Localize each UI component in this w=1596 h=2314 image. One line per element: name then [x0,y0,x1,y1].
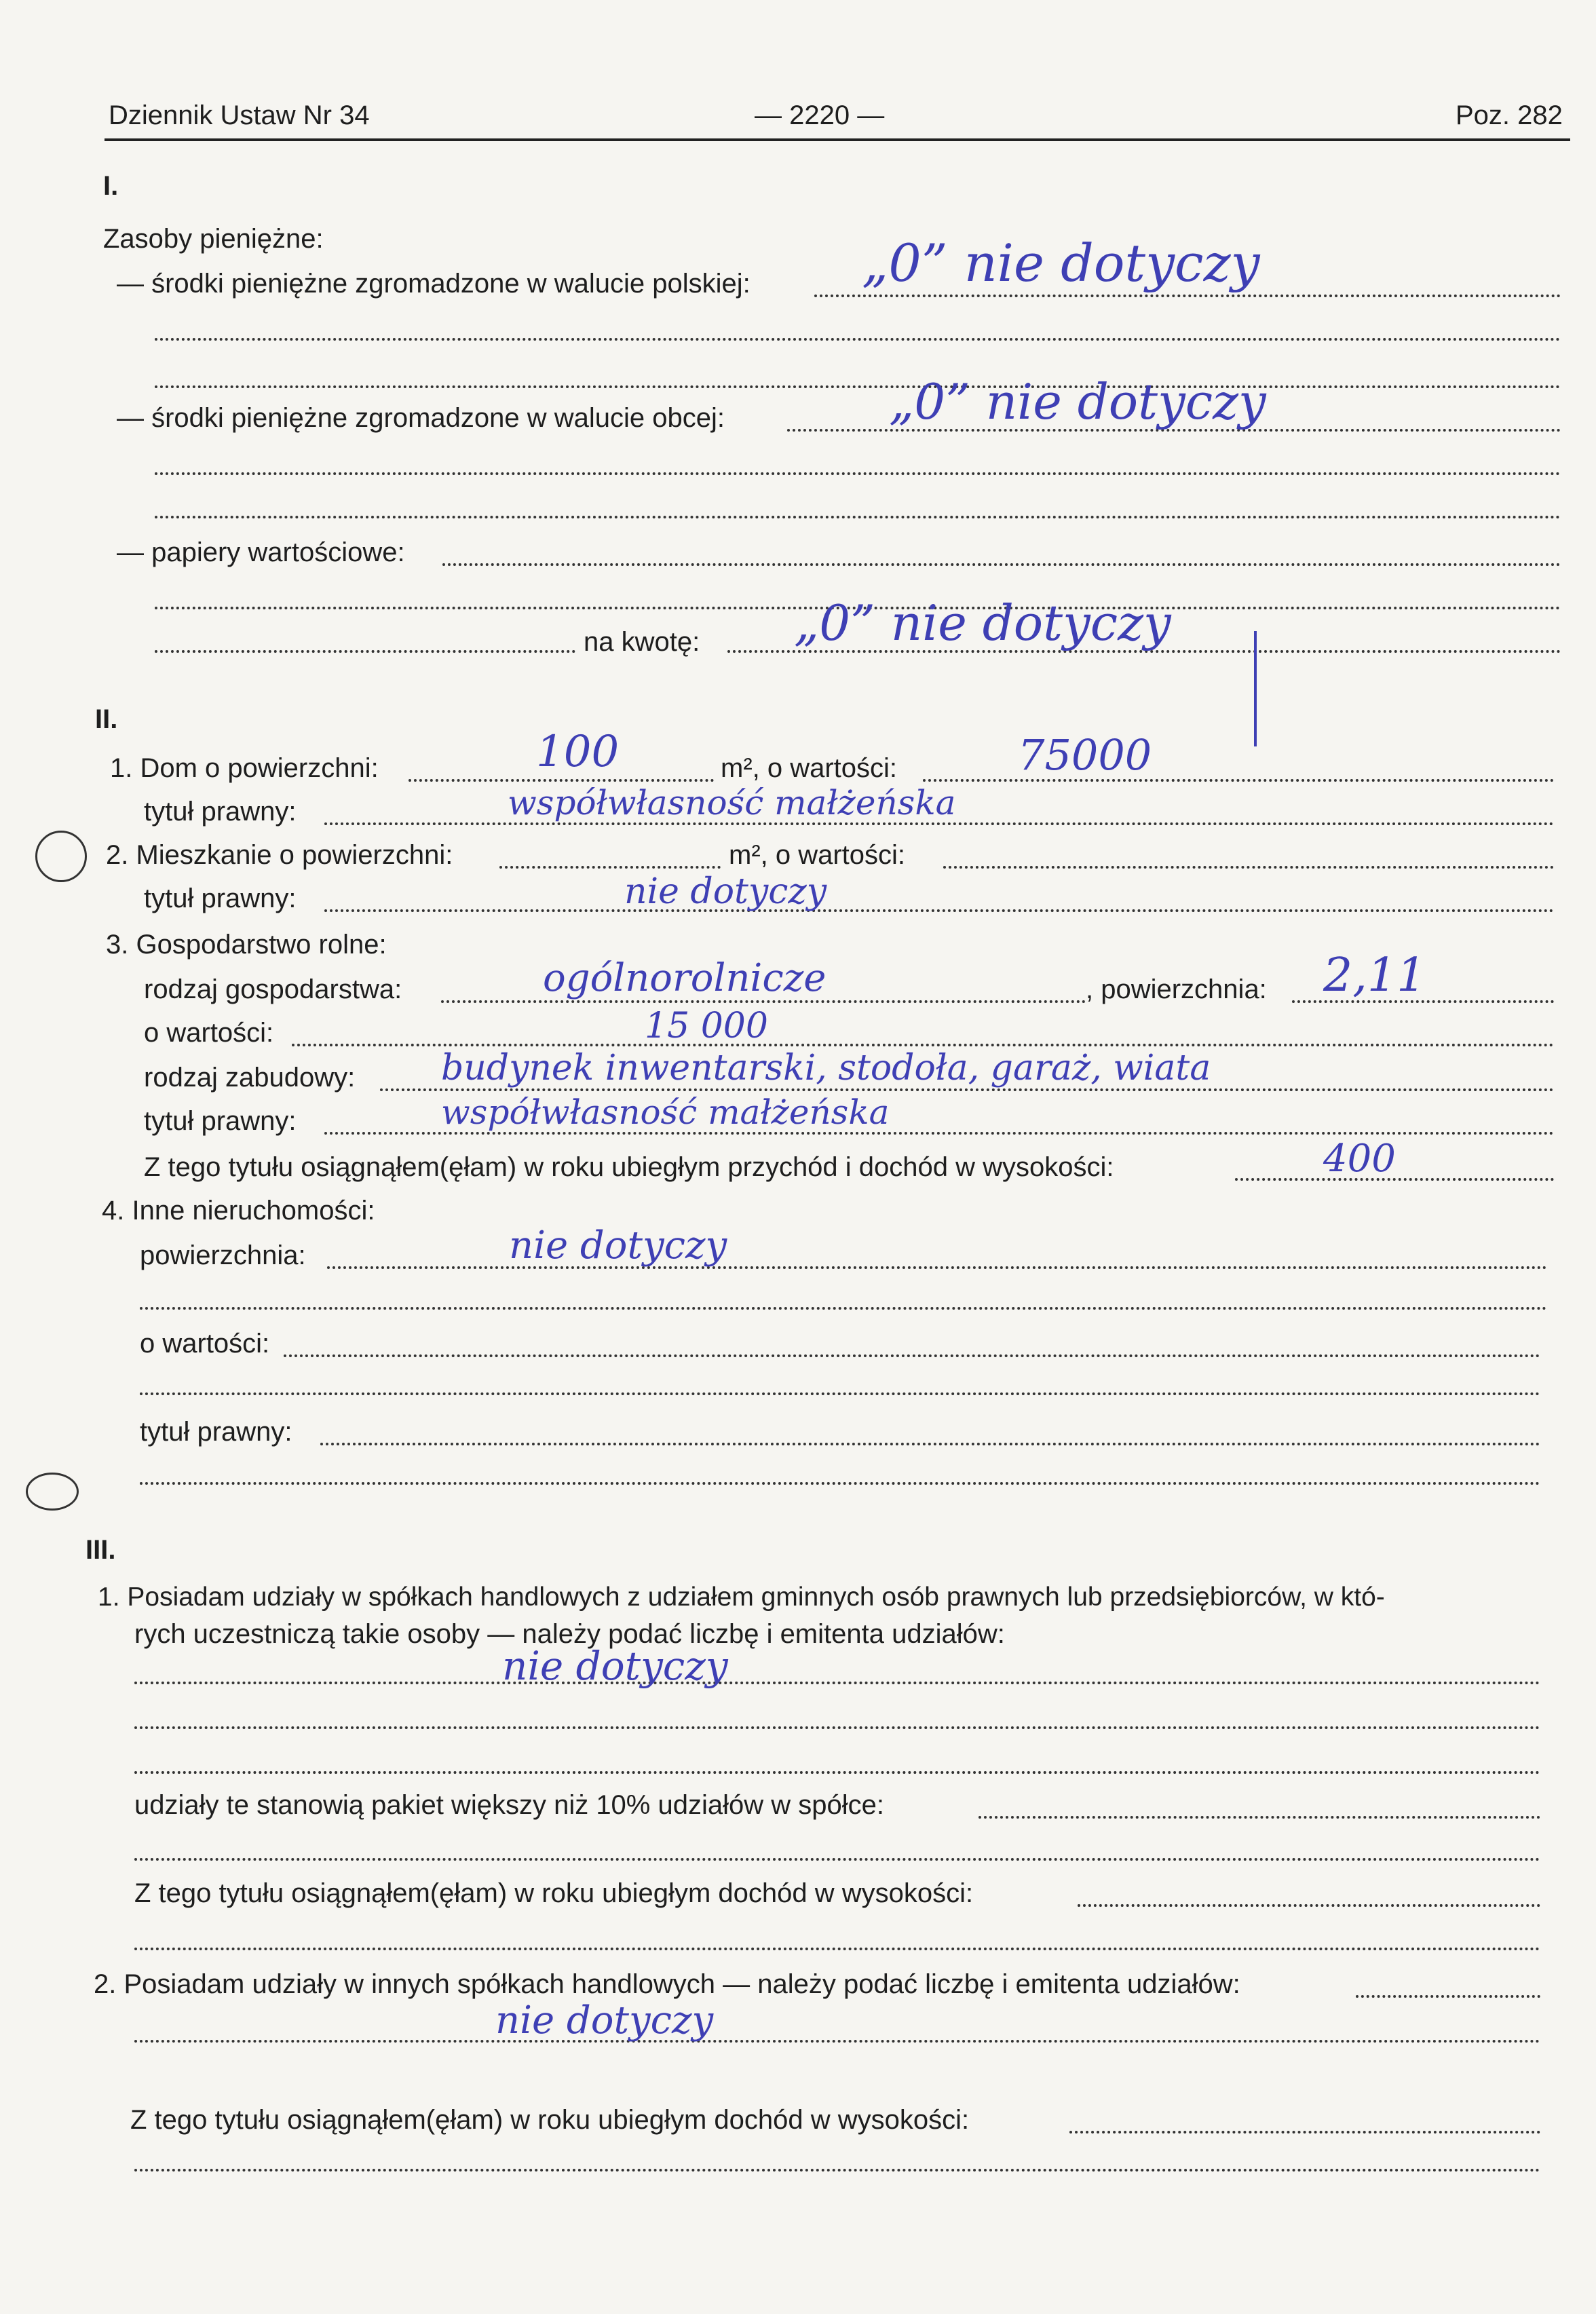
amount-label: na kwotę: [584,627,700,657]
other-area-label: powierzchnia: [140,1240,306,1270]
flat-area-line [499,866,721,869]
flat-title-value: nie dotyczy [624,871,827,912]
position-number: Poz. 282 [1456,100,1563,130]
house-m2-label: m², o wartości: [721,753,898,783]
shares2-line-2 [134,2040,1540,2043]
flat-title-line [324,909,1554,912]
other-value-line-2 [140,1392,1540,1395]
farm-value-line [292,1044,1554,1046]
farm-type-value: ogólnorolnicze [543,956,826,1000]
shares1-line [134,1682,1540,1684]
house-title-value: współwłasność małżeńska [508,783,956,822]
journal-title: Dziennik Ustaw Nr 34 [109,100,370,130]
section-roman-2: II. [95,704,118,734]
other-area-value: nie dotyczy [509,1224,727,1268]
farm-label: 3. Gospodarstwo rolne: [106,930,387,960]
farm-area-label: , powierzchnia: [1086,974,1267,1004]
flat-m2-label: m², o wartości: [729,840,906,870]
pln-dotted-line-2 [155,338,1561,341]
shares2-income-line-2 [134,2169,1540,2171]
securities-dotted-line-3 [155,650,575,653]
farm-value: 15 000 [645,1006,768,1046]
farm-build-label: rodzaj zabudowy: [144,1063,356,1093]
shares1-income-label: Z tego tytułu osiągnąłem(ęłam) w roku ubiegłym dochód w wysokości: [134,1878,974,1908]
pln-dotted-line [814,295,1561,297]
amount-handwritten-value: „0” nie dotyczy [794,594,1171,651]
other-value-line [284,1354,1540,1357]
section-roman-3: III. [86,1535,116,1565]
house-label: 1. Dom o powierzchni: [110,753,379,783]
shares1-income-line [1078,1904,1540,1907]
farm-income-label: Z tego tytułu osiągnąłem(ęłam) w roku ubiegłym przychód i dochód w wysokości: [144,1152,1114,1182]
farm-value-label: o wartości: [144,1018,274,1048]
other-title-line-2 [140,1482,1540,1485]
shares2-line [1356,1995,1540,1998]
house-title-label: tytuł prawny: [144,797,297,827]
pen-stroke [1254,631,1257,746]
shares1-value: nie dotyczy [502,1643,728,1689]
cash-heading: Zasoby pieniężne: [103,224,324,254]
shares2-label: 2. Posiadam udziały w innych spółkach handlowych — należy podać liczbę i emitenta udziałów: [94,1969,1240,1999]
securities-dotted-line [442,563,1561,566]
shares2-income-line [1069,2131,1540,2133]
other-value-label: o wartości: [140,1329,270,1359]
shares1-line-3 [134,1771,1540,1774]
fx-handwritten-value: „0” nie dotyczy [889,373,1266,430]
farm-area-value: 2,11 [1323,949,1426,1002]
shares1-pack-label: udziały te stanowią pakiet większy niż 10% udziałów w spółce: [134,1790,884,1820]
fx-dotted-line-3 [155,516,1561,518]
punch-hole-2 [26,1473,79,1511]
header-rule [104,138,1570,141]
flat-title-label: tytuł prawny: [144,884,297,913]
farm-title-value: współwłasność małżeńska [441,1093,890,1132]
shares2-value: nie dotyczy [495,1998,714,2043]
fx-dotted-line-2 [155,472,1561,475]
page-number: — 2220 — [755,100,885,130]
flat-label: 2. Mieszkanie o powierzchni: [106,840,453,870]
house-area-line [408,779,714,782]
punch-hole [35,831,87,882]
shares1-label-line2: rych uczestniczą takie osoby — należy podać liczbę i emitenta udziałów: [134,1619,1005,1649]
shares2-income-label: Z tego tytułu osiągnąłem(ęłam) w roku ubiegłym dochód w wysokości: [130,2105,970,2135]
house-area-value: 100 [536,727,620,777]
pln-handwritten-value: „0” nie dotyczy [862,233,1260,293]
farm-type-line [441,1000,1086,1003]
shares1-pack-line-2 [134,1858,1540,1861]
house-value: 75000 [1018,730,1152,780]
house-title-line [324,822,1554,825]
farm-title-label: tytuł prawny: [144,1106,297,1136]
section-roman-1: I. [103,171,119,201]
other-title-line [320,1443,1540,1445]
pln-label: — środki pieniężne zgromadzone w walucie polskiej: [117,269,750,299]
shares1-income-line-2 [134,1948,1540,1950]
farm-title-line [324,1132,1554,1135]
shares1-label-line1: 1. Posiadam udziały w spółkach handlowych z udziałem gminnych osób prawnych lub przedsiębiorców, w któ- [98,1582,1385,1612]
shares1-pack-line [978,1816,1540,1819]
other-title-label: tytuł prawny: [140,1417,292,1447]
farm-income-value: 400 [1323,1137,1396,1181]
farm-build-value: budynek inwentarski, stodoła, garaż, wiata [441,1048,1211,1088]
other-property-label: 4. Inne nieruchomości: [102,1196,375,1226]
farm-build-line [380,1088,1554,1091]
flat-value-line [943,866,1554,869]
securities-label: — papiery wartościowe: [117,537,405,567]
other-area-line-2 [140,1307,1547,1310]
farm-type-label: rodzaj gospodarstwa: [144,974,402,1004]
pln-dotted-line-3 [155,385,1561,388]
shares1-line-2 [134,1726,1540,1729]
fx-label: — środki pieniężne zgromadzone w walucie obcej: [117,403,725,433]
